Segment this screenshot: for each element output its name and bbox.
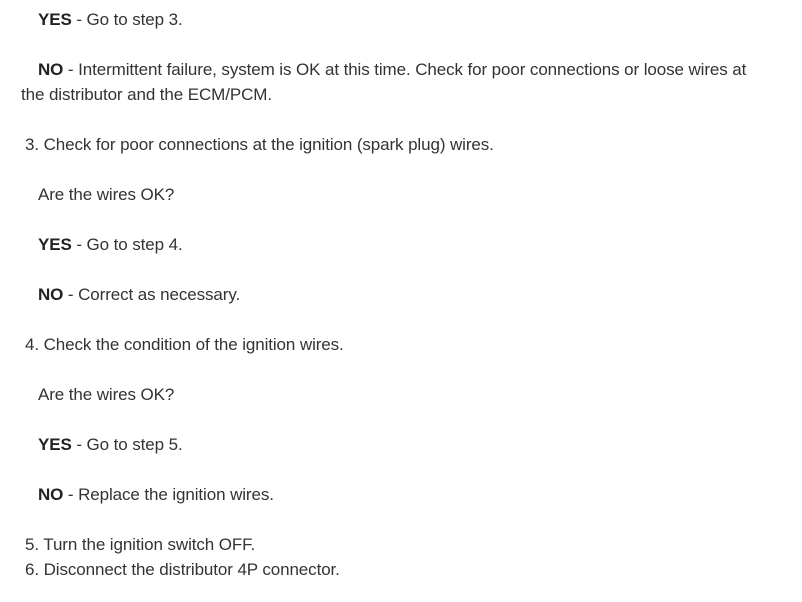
yes-keyword: YES xyxy=(38,435,72,454)
step-4: 4. Check the condition of the ignition wires. xyxy=(25,335,344,354)
step-3: 3. Check for poor connections at the ignition (spark plug) wires. xyxy=(25,135,494,154)
no-instruction-continued: the distributor and the ECM/PCM. xyxy=(21,85,272,104)
yes-keyword: YES xyxy=(38,235,72,254)
step-5: 5. Turn the ignition switch OFF. xyxy=(25,535,256,554)
no-keyword: NO xyxy=(38,60,64,79)
yes-keyword: YES xyxy=(38,10,72,29)
question-step-4: Are the wires OK? xyxy=(38,385,175,404)
yes-instruction: - Go to step 3. xyxy=(71,10,183,29)
no-instruction: - Replace the ignition wires. xyxy=(63,485,274,504)
no-option-step-2 xyxy=(38,60,746,80)
no-option-step-3 xyxy=(38,285,240,305)
yes-option-step-4 xyxy=(38,435,183,455)
step-6: 6. Disconnect the distributor 4P connector. xyxy=(25,560,340,579)
no-instruction: - Correct as necessary. xyxy=(63,285,241,304)
yes-option-step-2 xyxy=(38,10,183,30)
yes-instruction: - Go to step 5. xyxy=(71,435,183,454)
no-option-step-4 xyxy=(38,485,274,505)
no-keyword: NO xyxy=(38,285,64,304)
yes-instruction: - Go to step 4. xyxy=(71,235,183,254)
no-keyword: NO xyxy=(38,485,64,504)
yes-option-step-3 xyxy=(38,235,183,255)
no-instruction: - Intermittent failure, system is OK at this time. Check for poor connections or loose wires at xyxy=(63,60,747,79)
question-step-3: Are the wires OK? xyxy=(38,185,175,204)
